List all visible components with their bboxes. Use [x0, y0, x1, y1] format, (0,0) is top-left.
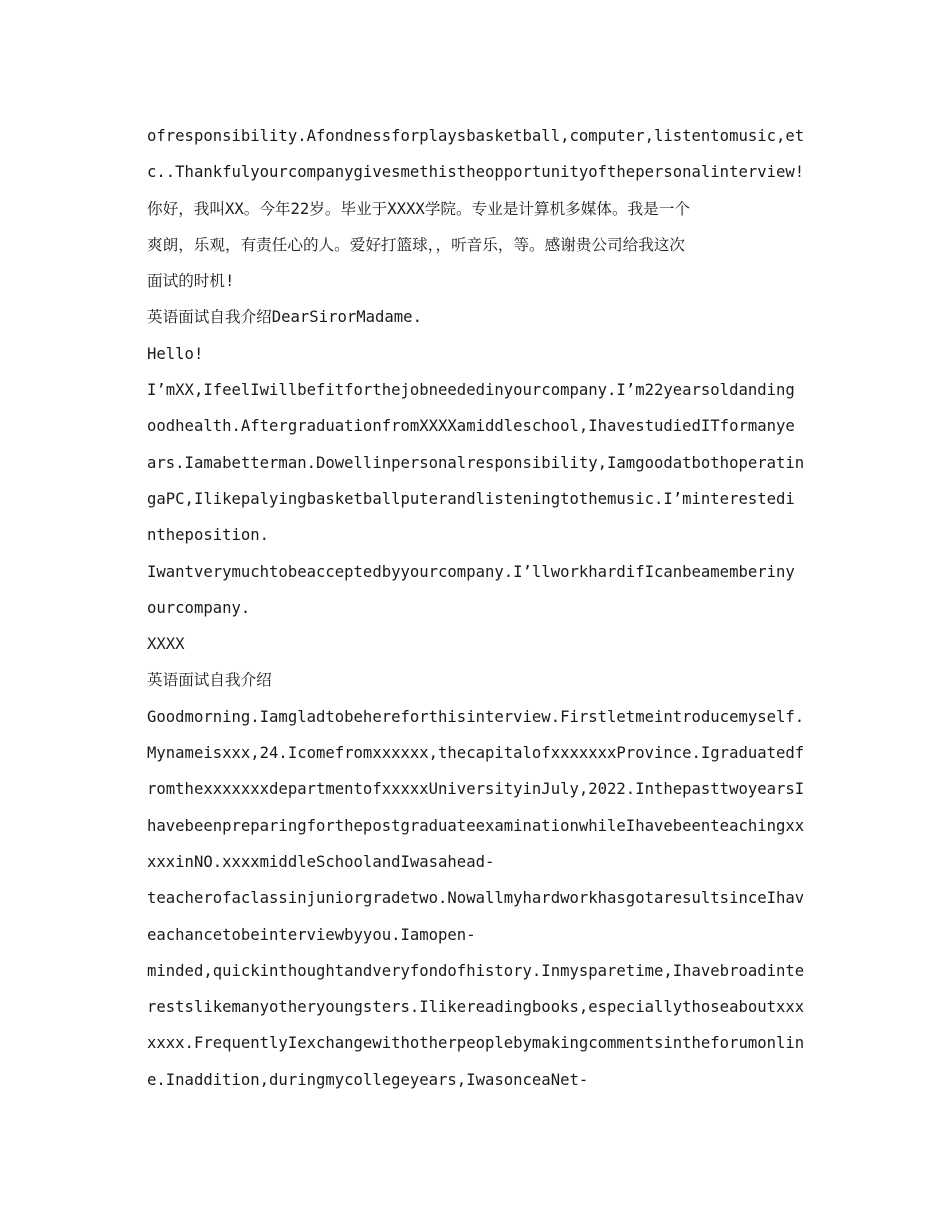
text-line: gaPC,Ilikepalyingbasketballputerandlisteningtothemusic.I’minterestedi [147, 489, 795, 508]
section-heading: 英语面试自我介绍DearSirorMadame. [147, 308, 422, 327]
text-line: ofresponsibility.Afondnessforplaysbasketball,computer,listentomusic,et [147, 127, 805, 145]
signature-line: XXXX [147, 635, 185, 654]
text-line: Iwantverymuchtobeacceptedbyyourcompany.I’llworkhardifIcanbeamemberiny [147, 562, 795, 581]
text-line: minded,quickinthoughtandveryfondofhistory.Inmysparetime,Ihavebroadinte [147, 961, 805, 980]
text-line: ntheposition. [147, 526, 270, 545]
section-heading: 英语面试自我介绍 [147, 671, 272, 690]
text-line: xxxinNO.xxxxmiddleSchoolandIwasahead- [147, 852, 495, 871]
text-line: oodhealth.AftergraduationfromXXXXamiddleschool,IhavestudiedITformanye [147, 417, 795, 436]
text-line: eachancetobeinterviewbyyou.Iamopen- [147, 925, 476, 944]
text-line: havebeenpreparingforthepostgraduateexaminationwhileIhavebeenteachingxx [147, 816, 805, 835]
text-line: xxxx.FrequentlyIexchangewithotherpeoplebymakingcommentsintheforumonlin [147, 1034, 805, 1053]
text-line: romthexxxxxxxdepartmentofxxxxxUniversityinJuly,2022.InthepasttwoyearsI [147, 780, 805, 799]
text-line: ars.Iamabetterman.Dowellinpersonalresponsibility,Iamgoodatbothoperatin [147, 453, 805, 472]
text-line: ourcompany. [147, 598, 251, 617]
text-line: 爽朗，乐观，有责任心的人。爱好打篮球，，听音乐，等。感谢贵公司给我这次 [147, 235, 685, 254]
text-line: teacherofaclassinjuniorgradetwo.NowallmyhardworkhasgotaresultsinceIhav [147, 889, 805, 908]
text-line: I’mXX,IfeelIwillbefitforthejobneededinyourcompany.I’m22yearsoldanding [147, 381, 795, 400]
text-line: c..Thankfulyourcompanygivesmethistheopportunityofthepersonalinterview! [147, 163, 805, 182]
text-line: 你好，我叫XX。今年22岁。毕业于XXXX学院。专业是计算机多媒体。我是一个 [147, 199, 690, 218]
document-body [147, 118, 807, 1098]
text-line: Mynameisxxx,24.Icomefromxxxxxx,thecapitalofxxxxxxxProvince.Igraduatedf [147, 744, 805, 763]
text-line: restslikemanyotheryoungsters.Ilikereadingbooks,especiallythoseaboutxxx [147, 998, 805, 1017]
text-line: Goodmorning.Iamgladtobehereforthisinterview.Firstletmeintroducemyself. [147, 707, 805, 726]
text-line: 面试的时机! [147, 272, 235, 291]
greeting-line: Hello! [147, 344, 204, 363]
text-line: e.Inaddition,duringmycollegeyears,IwasonceaNet- [147, 1070, 589, 1089]
